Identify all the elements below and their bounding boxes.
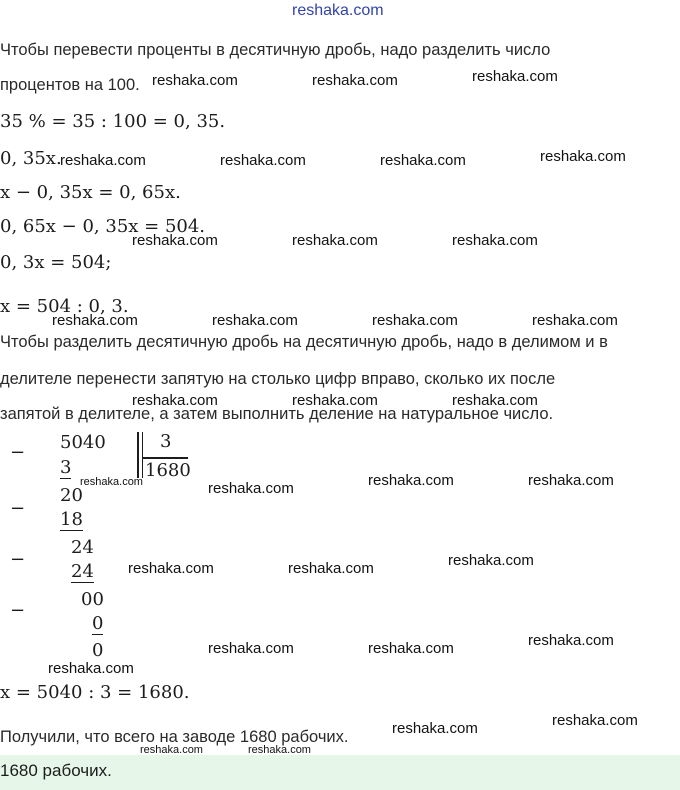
watermark-text: reshaka.com [552, 712, 638, 729]
watermark-text: reshaka.com [152, 72, 238, 89]
intro-line-1: Чтобы перевести проценты в десятичную дробь, надо разделить число [0, 41, 551, 59]
division-step: 24 [71, 537, 94, 558]
equation-part: 0, 35x. [0, 148, 62, 169]
rule-line-1: Чтобы разделить десятичную дробь на десятичную дробь, надо в делимом и в [0, 333, 608, 351]
division-step: 20 [60, 485, 83, 506]
watermark-text: reshaka.com [472, 68, 558, 85]
watermark-text: reshaka.com [292, 232, 378, 249]
dividend: 5040 [60, 432, 106, 453]
division-bracket-horizontal [142, 457, 188, 459]
watermark-text: reshaka.com [220, 152, 306, 169]
watermark-text: reshaka.com [380, 152, 466, 169]
quotient: 1680 [145, 460, 191, 481]
watermark-text: reshaka.com [528, 472, 614, 489]
intro-line-2: процентов на 100. [0, 76, 140, 94]
conclusion-text: Получили, что всего на заводе 1680 рабочих. [0, 728, 349, 746]
watermark-text: reshaka.com [132, 392, 218, 409]
watermark-text: reshaka.com [208, 640, 294, 657]
minus-sign: − [10, 442, 26, 463]
watermark-text: reshaka.com [448, 552, 534, 569]
equation-solve: x = 504 : 0, 3. [0, 296, 129, 317]
minus-sign: − [10, 498, 26, 519]
watermark-text: reshaka.com [288, 560, 374, 577]
division-step: 0 [92, 640, 104, 661]
rule-line-2: делителе перенести запятую на столько цифр вправо, сколько их после [0, 370, 556, 388]
watermark-text: reshaka.com [372, 312, 458, 329]
rule-line-3: запятой в делителе, а затем выполнить деление на натуральное число. [0, 405, 554, 423]
watermark-text: reshaka.com [212, 312, 298, 329]
division-step: 0 [92, 613, 104, 634]
watermark-text: reshaka.com [208, 480, 294, 497]
division-step: 00 [81, 589, 104, 610]
watermark-text: reshaka.com [52, 312, 138, 329]
watermark-text: reshaka.com [312, 72, 398, 89]
division-bracket-vertical [137, 432, 139, 478]
watermark-text: reshaka.com [48, 660, 134, 677]
division-step: 3 [60, 457, 72, 478]
division-step: 18 [60, 509, 83, 530]
divisor: 3 [160, 431, 172, 452]
watermark-text: reshaka.com [452, 232, 538, 249]
watermark-text: reshaka.com [292, 392, 378, 409]
answer-text: 1680 рабочих. [0, 761, 112, 780]
watermark-text: reshaka.com [540, 148, 626, 165]
watermark-text: reshaka.com [132, 232, 218, 249]
minus-sign: − [10, 600, 26, 621]
equation-difference: 0, 65x − 0, 35x = 504. [0, 216, 206, 237]
minus-sign: − [10, 549, 26, 570]
final-equation: x = 5040 : 3 = 1680. [0, 682, 190, 703]
watermark-text: reshaka.com [248, 744, 311, 756]
equation-remaining: x − 0, 35x = 0, 65x. [0, 182, 181, 203]
equation-percent: 35 % = 35 : 100 = 0, 35. [0, 111, 226, 132]
watermark-text: reshaka.com [60, 152, 146, 169]
site-caption[interactable]: reshaka.com [292, 2, 384, 19]
watermark-text: reshaka.com [528, 632, 614, 649]
watermark-text: reshaka.com [368, 640, 454, 657]
division-bracket-vertical [142, 432, 143, 478]
watermark-text: reshaka.com [80, 476, 143, 488]
answer-box [0, 755, 680, 790]
division-step: 24 [71, 561, 94, 582]
watermark-text: reshaka.com [368, 472, 454, 489]
watermark-text: reshaka.com [140, 744, 203, 756]
watermark-text: reshaka.com [128, 560, 214, 577]
watermark-text: reshaka.com [532, 312, 618, 329]
watermark-text: reshaka.com [392, 720, 478, 737]
equation-simplified: 0, 3x = 504; [0, 252, 112, 273]
watermark-text: reshaka.com [452, 392, 538, 409]
